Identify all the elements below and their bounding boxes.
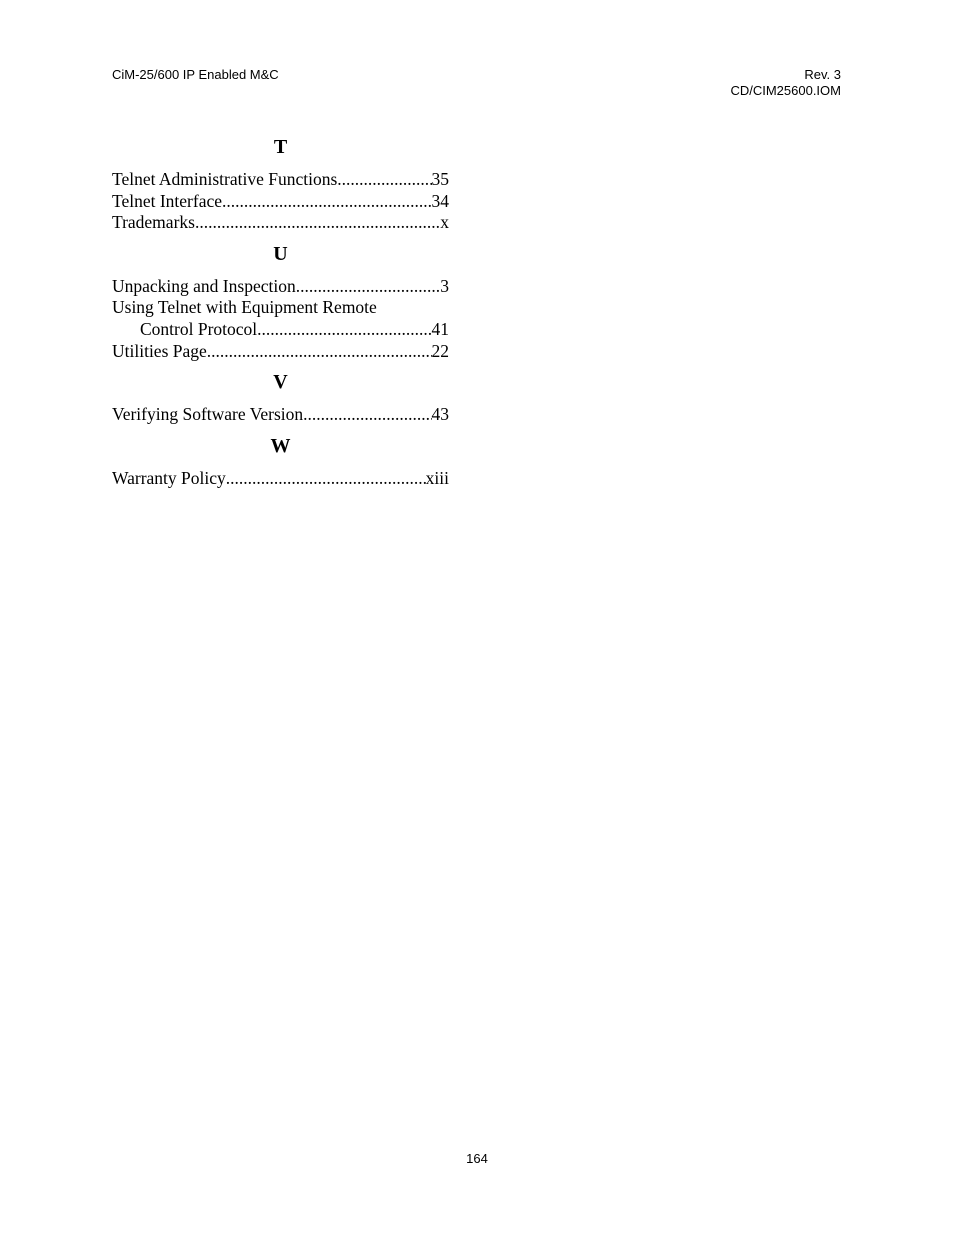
index-entry bbox=[112, 169, 449, 191]
entry-page: 35 bbox=[431, 169, 449, 189]
entry-title: Control Protocol bbox=[140, 318, 258, 339]
header-doc-title: CiM-25/600 IP Enabled M&C bbox=[112, 67, 279, 82]
entry-title: Unpacking and Inspection bbox=[112, 275, 296, 296]
entry-page: 43 bbox=[431, 404, 449, 425]
index-entry bbox=[112, 212, 449, 234]
entry-title: Warranty Policy bbox=[112, 467, 226, 488]
section-letter: T bbox=[273, 136, 288, 158]
entry-title: Verifying Software Version bbox=[112, 404, 304, 425]
entry-page: xiii bbox=[425, 467, 449, 488]
dot-leader bbox=[226, 468, 426, 490]
entry-title: Telnet Administrative Functions bbox=[112, 169, 338, 189]
dot-leader bbox=[195, 212, 440, 234]
index-column bbox=[112, 135, 449, 497]
dot-leader bbox=[257, 319, 431, 341]
index-section-w bbox=[112, 434, 449, 490]
page-number: 164 bbox=[466, 1151, 488, 1166]
index-section-v bbox=[112, 370, 449, 426]
section-letter: U bbox=[273, 242, 288, 265]
entry-page: x bbox=[440, 212, 449, 233]
entry-page: 3 bbox=[440, 275, 449, 296]
dot-leader bbox=[222, 191, 431, 213]
index-entry bbox=[112, 191, 449, 213]
section-letter: W bbox=[270, 434, 291, 457]
entry-title: Trademarks bbox=[112, 212, 195, 233]
entry-title-line1: Using Telnet with Equipment Remote bbox=[112, 297, 377, 318]
index-section-u bbox=[112, 242, 449, 362]
entry-title: Utilities Page bbox=[112, 340, 207, 361]
index-section-t bbox=[112, 135, 449, 234]
header-revision: Rev. 3 bbox=[804, 67, 841, 82]
dot-leader bbox=[296, 276, 441, 298]
index-entry bbox=[112, 404, 449, 426]
section-letter: V bbox=[273, 371, 288, 394]
entry-title: Telnet Interface bbox=[112, 190, 223, 211]
dot-leader bbox=[303, 404, 431, 426]
dot-leader bbox=[207, 341, 432, 363]
index-entry bbox=[112, 276, 449, 298]
entry-page: 22 bbox=[431, 340, 449, 361]
index-entry-continuation bbox=[112, 319, 449, 341]
entry-page: 34 bbox=[431, 190, 449, 211]
index-entry bbox=[112, 341, 449, 363]
dot-leader bbox=[337, 169, 431, 191]
header-doc-number: CD/CIM25600.IOM bbox=[730, 83, 841, 98]
header-right-block bbox=[730, 67, 841, 99]
index-entry bbox=[112, 468, 449, 490]
entry-page: 41 bbox=[431, 318, 449, 339]
